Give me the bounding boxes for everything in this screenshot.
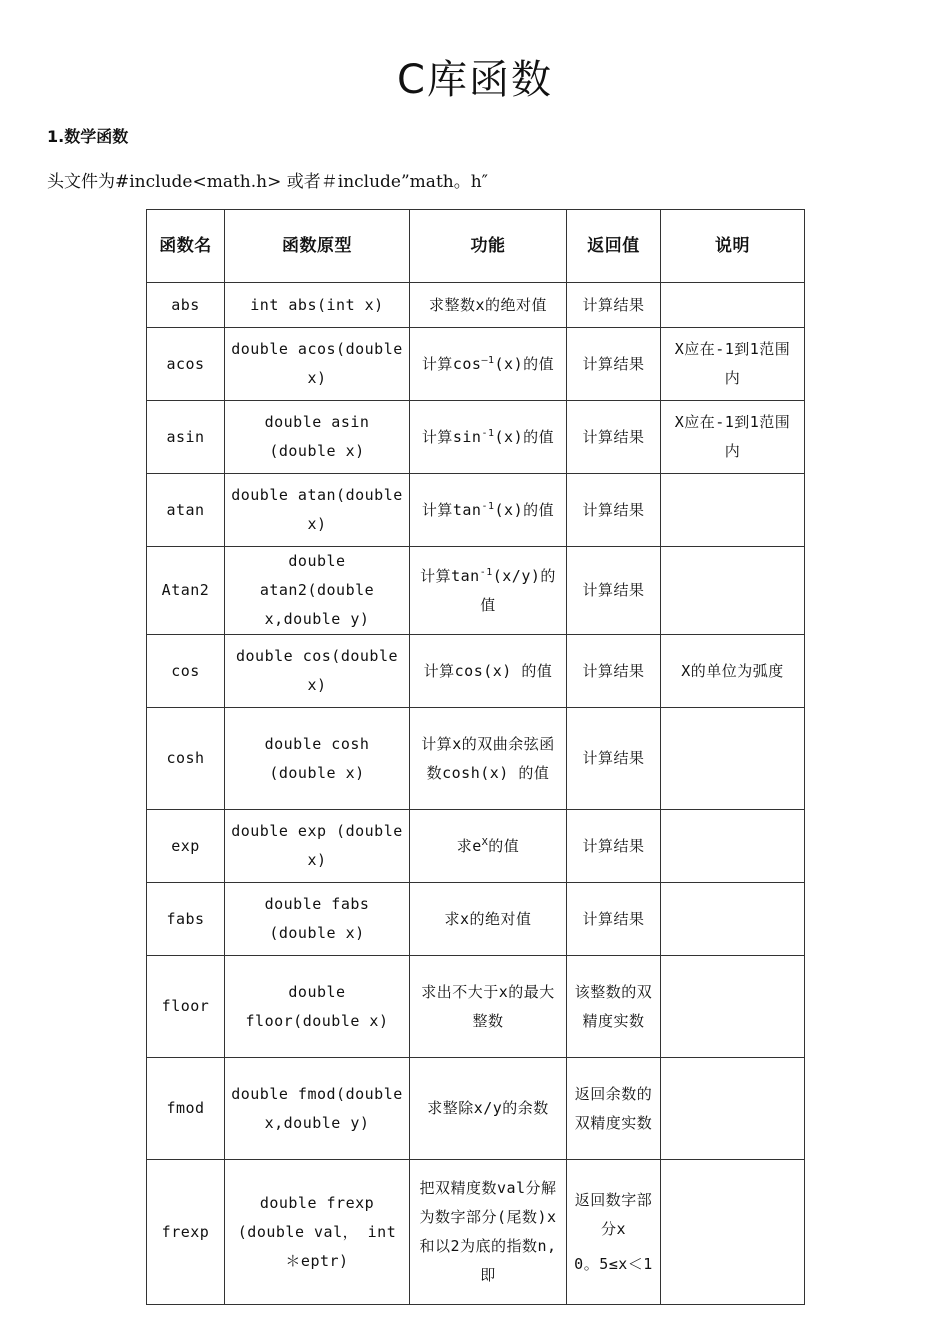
cell-function: 求整除x/y的余数 bbox=[410, 1058, 567, 1160]
cell-note bbox=[661, 810, 805, 883]
table-row bbox=[147, 1160, 805, 1305]
cell-function bbox=[410, 547, 567, 635]
table-row bbox=[147, 956, 805, 1058]
cell-function: 求x的绝对值 bbox=[410, 883, 567, 956]
cell-note: X应在-1到1范围内 bbox=[661, 328, 805, 401]
func-text-tail: (x)的值 bbox=[494, 427, 555, 446]
header-note: 说明 bbox=[661, 210, 805, 283]
cell-function bbox=[410, 474, 567, 547]
header-name: 函数名 bbox=[147, 210, 225, 283]
func-text-tail: (x)的值 bbox=[494, 500, 555, 519]
func-superscript: X bbox=[481, 836, 489, 848]
cell-name: cos bbox=[147, 635, 225, 708]
section-heading: 1.数学函数 bbox=[47, 127, 129, 146]
table-row bbox=[147, 1058, 805, 1160]
func-superscript: —1 bbox=[481, 354, 495, 366]
func-text-tail: (x)的值 bbox=[494, 354, 555, 373]
cell-prototype: double atan2(double x,double y) bbox=[225, 547, 410, 635]
cell-note bbox=[661, 1058, 805, 1160]
cell-function bbox=[410, 401, 567, 474]
function-table bbox=[146, 209, 805, 1305]
cell-return: 计算结果 bbox=[567, 547, 661, 635]
cell-prototype: double atan(double x) bbox=[225, 474, 410, 547]
cell-return bbox=[567, 1160, 661, 1305]
cell-return: 计算结果 bbox=[567, 401, 661, 474]
table-row bbox=[147, 401, 805, 474]
cell-prototype: double exp (double x) bbox=[225, 810, 410, 883]
cell-name: acos bbox=[147, 328, 225, 401]
cell-note: X的单位为弧度 bbox=[661, 635, 805, 708]
cell-function: 把双精度数val分解为数字部分(尾数)x和以2为底的指数n,即 bbox=[410, 1160, 567, 1305]
cell-function bbox=[410, 328, 567, 401]
cell-name: Atan2 bbox=[147, 547, 225, 635]
func-superscript: -1 bbox=[479, 566, 493, 578]
cell-prototype: double cosh (double x) bbox=[225, 708, 410, 810]
func-text: 计算cos bbox=[421, 354, 482, 373]
cell-name: fabs bbox=[147, 883, 225, 956]
cell-name: abs bbox=[147, 283, 225, 328]
func-text-tail: (x/y)的值 bbox=[480, 566, 556, 614]
cell-function: 计算cos(x) 的值 bbox=[410, 635, 567, 708]
cell-name: asin bbox=[147, 401, 225, 474]
cell-return: 计算结果 bbox=[567, 474, 661, 547]
cell-name: cosh bbox=[147, 708, 225, 810]
table-row bbox=[147, 635, 805, 708]
func-text: 计算sin bbox=[421, 427, 482, 446]
cell-prototype: double frexp (double val， int ＊eptr) bbox=[225, 1160, 410, 1305]
cell-note bbox=[661, 474, 805, 547]
func-superscript: -1 bbox=[481, 427, 495, 439]
cell-name: fmod bbox=[147, 1058, 225, 1160]
cell-note bbox=[661, 283, 805, 328]
table-row bbox=[147, 883, 805, 956]
func-text: 计算tan bbox=[420, 566, 480, 585]
cell-note bbox=[661, 547, 805, 635]
cell-name: atan bbox=[147, 474, 225, 547]
func-text: 求e bbox=[456, 836, 482, 855]
cell-return: 计算结果 bbox=[567, 283, 661, 328]
return-text: 返回数字部分x bbox=[574, 1190, 653, 1238]
func-text-tail: 的值 bbox=[488, 836, 520, 855]
header-prototype: 函数原型 bbox=[225, 210, 410, 283]
cell-return: 计算结果 bbox=[567, 328, 661, 401]
cell-note: X应在-1到1范围内 bbox=[661, 401, 805, 474]
cell-function bbox=[410, 810, 567, 883]
cell-prototype: int abs(int x) bbox=[225, 283, 410, 328]
cell-function: 求整数x的绝对值 bbox=[410, 283, 567, 328]
cell-prototype: double acos(double x) bbox=[225, 328, 410, 401]
cell-return: 计算结果 bbox=[567, 883, 661, 956]
cell-prototype: double cos(double x) bbox=[225, 635, 410, 708]
table-row bbox=[147, 283, 805, 328]
func-superscript: -1 bbox=[481, 500, 495, 512]
table-header-row bbox=[147, 210, 805, 283]
cell-return: 计算结果 bbox=[567, 708, 661, 810]
header-function: 功能 bbox=[410, 210, 567, 283]
cell-prototype: double fmod(double x,double y) bbox=[225, 1058, 410, 1160]
cell-function: 计算x的双曲余弦函数cosh(x) 的值 bbox=[410, 708, 567, 810]
cell-return: 该整数的双精度实数 bbox=[567, 956, 661, 1058]
header-include-line: 头文件为#include<math.h> 或者＃include”math。h″ bbox=[47, 172, 489, 192]
func-text: 计算tan bbox=[421, 500, 482, 519]
cell-return: 计算结果 bbox=[567, 810, 661, 883]
cell-return: 计算结果 bbox=[567, 635, 661, 708]
cell-note bbox=[661, 1160, 805, 1305]
header-return: 返回值 bbox=[567, 210, 661, 283]
cell-prototype: double floor(double x) bbox=[225, 956, 410, 1058]
cell-return: 返回余数的双精度实数 bbox=[567, 1058, 661, 1160]
table-row bbox=[147, 708, 805, 810]
cell-name: exp bbox=[147, 810, 225, 883]
cell-prototype: double asin (double x) bbox=[225, 401, 410, 474]
cell-note bbox=[661, 956, 805, 1058]
table-row bbox=[147, 810, 805, 883]
page-title: C库函数 bbox=[397, 57, 553, 103]
cell-name: frexp bbox=[147, 1160, 225, 1305]
cell-name: floor bbox=[147, 956, 225, 1058]
cell-note bbox=[661, 883, 805, 956]
return-range: 0。5≤x＜1 bbox=[574, 1254, 653, 1273]
table-row bbox=[147, 547, 805, 635]
cell-prototype: double fabs (double x) bbox=[225, 883, 410, 956]
table-row bbox=[147, 474, 805, 547]
cell-function: 求出不大于x的最大整数 bbox=[410, 956, 567, 1058]
cell-note bbox=[661, 708, 805, 810]
table-row bbox=[147, 328, 805, 401]
